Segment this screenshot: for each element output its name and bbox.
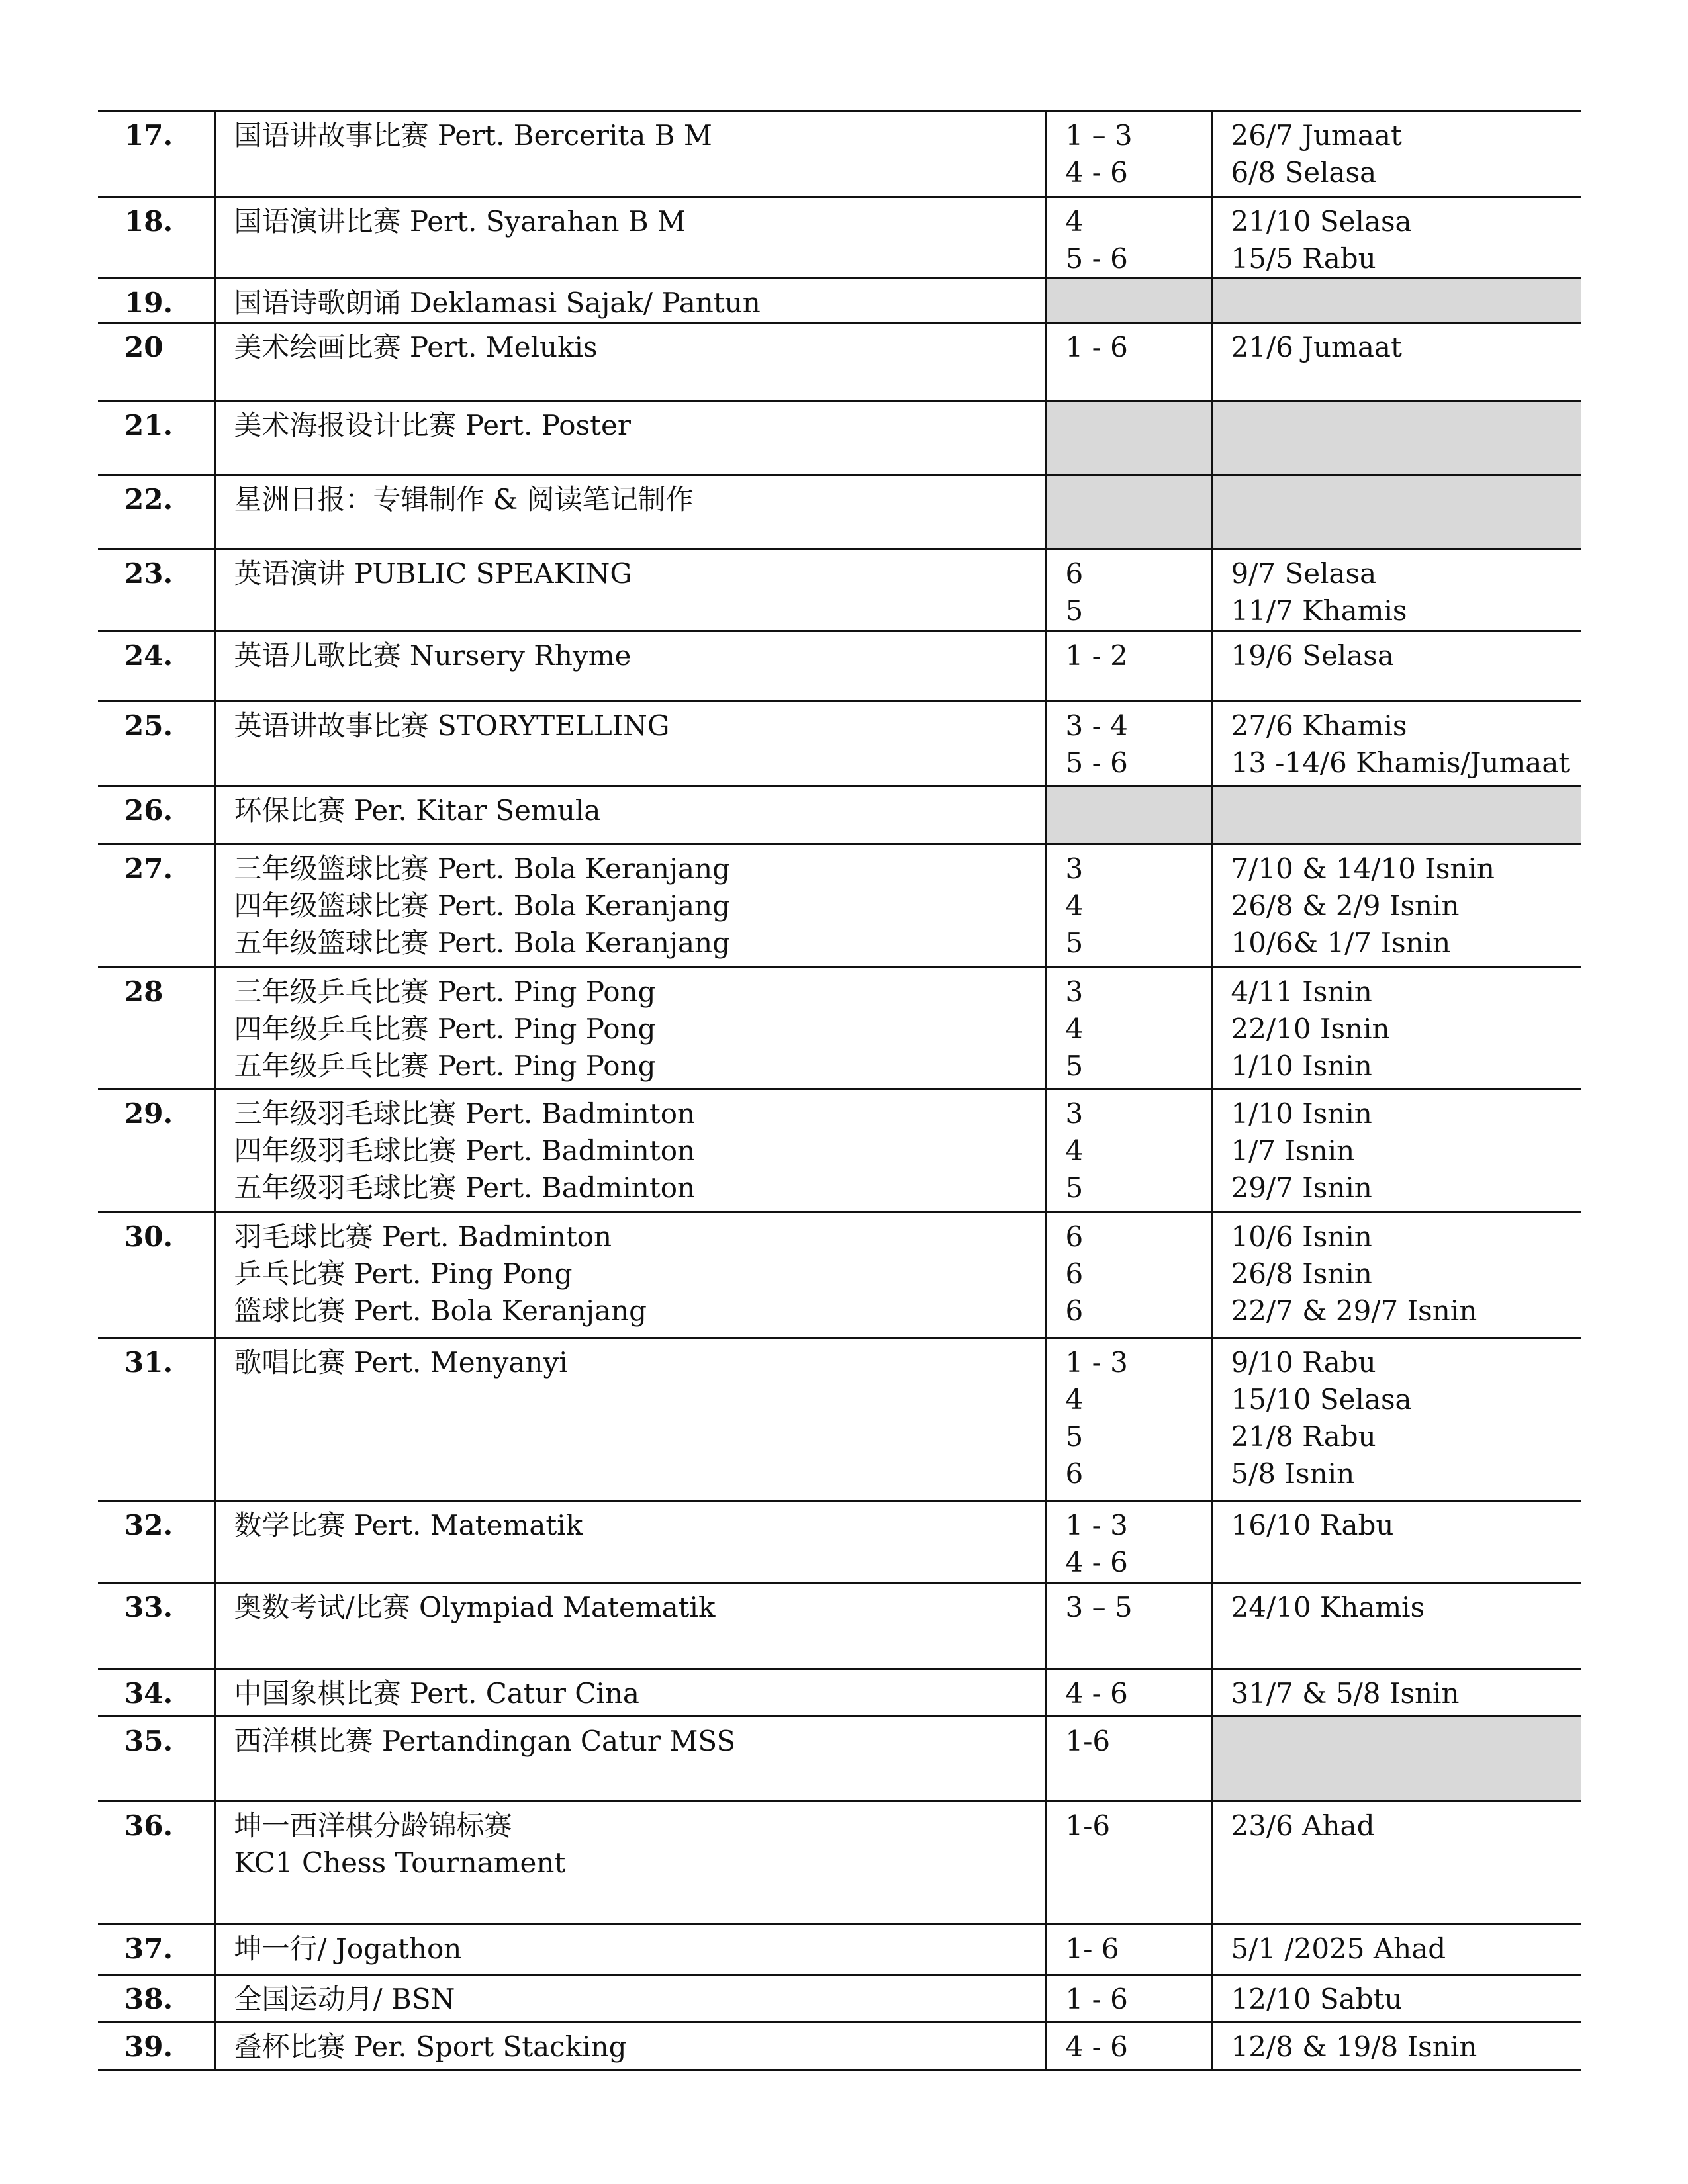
row-number-cell xyxy=(98,2023,214,2070)
year-cell xyxy=(1046,111,1211,197)
date-cell xyxy=(1211,786,1581,844)
date-cell xyxy=(1211,631,1581,702)
year-value: 6 xyxy=(1065,1220,1084,1253)
competition-schedule-table xyxy=(98,110,1581,2071)
year-value: 6 xyxy=(1065,1295,1084,1327)
date-value: 10/6 Isnin xyxy=(1231,1220,1372,1253)
row-number-cell xyxy=(98,323,214,401)
row-number-cell xyxy=(98,1975,214,2023)
table-row xyxy=(98,631,1581,702)
competition-name-line: 四年级篮球比赛 Pert. Bola Keranjang xyxy=(234,889,730,922)
year-value: 5 xyxy=(1065,1420,1084,1453)
competition-name-line: 奥数考试/比赛 Olympiad Matematik xyxy=(234,1591,716,1623)
competition-name-line: 五年级篮球比赛 Pert. Bola Keranjang xyxy=(234,927,730,959)
competition-name-line: 数学比赛 Pert. Matematik xyxy=(234,1509,583,1541)
year-value: 4 xyxy=(1065,205,1084,238)
date-cell xyxy=(1211,1975,1581,2023)
competition-name-cell xyxy=(214,844,1046,968)
year-value: 1 - 2 xyxy=(1065,639,1128,672)
date-value: 9/10 Rabu xyxy=(1231,1346,1376,1379)
date-value: 13 -14/6 Khamis/Jumaat xyxy=(1231,747,1570,779)
row-number-cell xyxy=(98,1925,214,1975)
date-value: 21/10 Selasa xyxy=(1231,205,1412,238)
competition-name-line: 西洋棋比赛 Pertandingan Catur MSS xyxy=(234,1725,736,1757)
year-cell xyxy=(1046,786,1211,844)
table-row xyxy=(98,786,1581,844)
year-value: 5 - 6 xyxy=(1065,242,1128,275)
year-value: 4 xyxy=(1065,1383,1084,1416)
year-cell xyxy=(1046,1801,1211,1925)
competition-name-cell xyxy=(214,549,1046,631)
date-cell xyxy=(1211,549,1581,631)
competition-name-line: 叠杯比赛 Per. Sport Stacking xyxy=(234,2030,627,2063)
competition-name-line: 中国象棋比赛 Pert. Catur Cina xyxy=(234,1677,639,1709)
competition-name-line: 坤一西洋棋分龄锦标赛 xyxy=(234,1809,512,1842)
competition-name-line: 星洲日报：专辑制作 & 阅读笔记制作 xyxy=(234,483,694,516)
table-row xyxy=(98,323,1581,401)
date-cell xyxy=(1211,1717,1581,1801)
year-value: 1 - 6 xyxy=(1065,1983,1128,2015)
row-number: 31. xyxy=(124,1346,173,1379)
year-value: 5 - 6 xyxy=(1065,747,1128,779)
year-value: 6 xyxy=(1065,1257,1084,1290)
competition-name-line: 英语讲故事比赛 STORYTELLING xyxy=(234,709,670,742)
row-number-cell xyxy=(98,1583,214,1669)
year-value: 6 xyxy=(1065,557,1084,590)
row-number-cell xyxy=(98,631,214,702)
table-row xyxy=(98,1089,1581,1212)
row-number-cell xyxy=(98,844,214,968)
competition-name-line: 歌唱比赛 Pert. Menyanyi xyxy=(234,1346,568,1379)
row-number: 30. xyxy=(124,1220,173,1253)
date-value: 27/6 Khamis xyxy=(1231,709,1407,742)
row-number: 25. xyxy=(124,709,173,742)
table-row xyxy=(98,2023,1581,2070)
date-value: 23/6 Ahad xyxy=(1231,1809,1375,1842)
row-number-cell xyxy=(98,401,214,475)
date-value: 29/7 Isnin xyxy=(1231,1171,1372,1204)
competition-name-cell xyxy=(214,1501,1046,1583)
table-row xyxy=(98,702,1581,786)
row-number-cell xyxy=(98,1212,214,1338)
competition-name-line: 国语讲故事比赛 Pert. Bercerita B M xyxy=(234,119,712,152)
table-row xyxy=(98,1975,1581,2023)
year-cell xyxy=(1046,549,1211,631)
competition-name-cell xyxy=(214,1717,1046,1801)
competition-name-cell xyxy=(214,631,1046,702)
year-value: 4 - 6 xyxy=(1065,156,1128,189)
competition-name-line: 国语演讲比赛 Pert. Syarahan B M xyxy=(234,205,686,238)
date-cell xyxy=(1211,279,1581,323)
competition-name-cell xyxy=(214,2023,1046,2070)
date-cell xyxy=(1211,111,1581,197)
date-value: 31/7 & 5/8 Isnin xyxy=(1231,1677,1460,1709)
row-number-cell xyxy=(98,549,214,631)
row-number-cell xyxy=(98,1338,214,1501)
year-value: 4 - 6 xyxy=(1065,2030,1128,2063)
year-cell xyxy=(1046,1925,1211,1975)
year-value: 5 xyxy=(1065,1171,1084,1204)
competition-name-cell xyxy=(214,1801,1046,1925)
date-value: 19/6 Selasa xyxy=(1231,639,1394,672)
schedule-body xyxy=(98,111,1581,2070)
row-number: 22. xyxy=(124,483,173,516)
date-value: 12/10 Sabtu xyxy=(1231,1983,1403,2015)
date-cell xyxy=(1211,1669,1581,1717)
date-cell xyxy=(1211,1801,1581,1925)
year-cell xyxy=(1046,631,1211,702)
competition-name-cell xyxy=(214,1925,1046,1975)
competition-name-line: 三年级篮球比赛 Pert. Bola Keranjang xyxy=(234,852,730,885)
year-value: 4 xyxy=(1065,1134,1084,1167)
date-value: 15/10 Selasa xyxy=(1231,1383,1412,1416)
table-row xyxy=(98,1501,1581,1583)
competition-name-line: 全国运动月/ BSN xyxy=(234,1983,455,2015)
table-row xyxy=(98,968,1581,1089)
year-cell xyxy=(1046,1669,1211,1717)
competition-name-line: 四年级乒乓比赛 Pert. Ping Pong xyxy=(234,1013,656,1045)
competition-name-line: 五年级乒乓比赛 Pert. Ping Pong xyxy=(234,1050,656,1082)
competition-name-line: 美术海报设计比赛 Pert. Poster xyxy=(234,409,631,441)
table-row xyxy=(98,197,1581,279)
table-row xyxy=(98,1212,1581,1338)
row-number-cell xyxy=(98,197,214,279)
competition-name-cell xyxy=(214,1212,1046,1338)
row-number: 38. xyxy=(124,1983,173,2015)
year-cell xyxy=(1046,1583,1211,1669)
date-value: 5/8 Isnin xyxy=(1231,1457,1355,1490)
date-value: 22/10 Isnin xyxy=(1231,1013,1390,1045)
competition-name-line: 三年级羽毛球比赛 Pert. Badminton xyxy=(234,1097,696,1130)
date-value: 10/6& 1/7 Isnin xyxy=(1231,927,1451,959)
competition-name-cell xyxy=(214,1669,1046,1717)
date-value: 1/10 Isnin xyxy=(1231,1050,1372,1082)
year-value: 3 – 5 xyxy=(1065,1591,1133,1623)
year-value: 1 - 6 xyxy=(1065,331,1128,363)
row-number: 20 xyxy=(124,331,164,363)
year-value: 3 xyxy=(1065,852,1084,885)
competition-name-line: 英语演讲 PUBLIC SPEAKING xyxy=(234,557,632,590)
row-number: 19. xyxy=(124,287,173,319)
table-row xyxy=(98,279,1581,323)
date-cell xyxy=(1211,2023,1581,2070)
competition-name-line: 坤一行/ Jogathon xyxy=(234,1933,462,1965)
row-number: 17. xyxy=(124,119,173,152)
year-cell xyxy=(1046,1501,1211,1583)
table-row xyxy=(98,1801,1581,1925)
year-value: 4 - 6 xyxy=(1065,1546,1128,1578)
competition-name-line: 国语诗歌朗诵 Deklamasi Sajak/ Pantun xyxy=(234,287,761,319)
row-number: 23. xyxy=(124,557,173,590)
competition-name-line: KC1 Chess Tournament xyxy=(234,1846,566,1879)
year-value: 5 xyxy=(1065,1050,1084,1082)
year-value: 4 xyxy=(1065,889,1084,922)
year-cell xyxy=(1046,2023,1211,2070)
year-value: 3 xyxy=(1065,976,1084,1008)
row-number-cell xyxy=(98,1717,214,1801)
year-cell xyxy=(1046,1717,1211,1801)
competition-name-cell xyxy=(214,197,1046,279)
year-cell xyxy=(1046,323,1211,401)
date-value: 7/10 & 14/10 Isnin xyxy=(1231,852,1495,885)
date-cell xyxy=(1211,844,1581,968)
year-cell xyxy=(1046,401,1211,475)
date-cell xyxy=(1211,401,1581,475)
year-cell xyxy=(1046,844,1211,968)
date-cell xyxy=(1211,1338,1581,1501)
year-value: 1-6 xyxy=(1065,1809,1111,1842)
row-number: 18. xyxy=(124,205,173,238)
competition-name-cell xyxy=(214,401,1046,475)
date-cell xyxy=(1211,1501,1581,1583)
table-row xyxy=(98,475,1581,549)
competition-name-cell xyxy=(214,786,1046,844)
competition-name-cell xyxy=(214,1338,1046,1501)
year-value: 5 xyxy=(1065,594,1084,627)
row-number-cell xyxy=(98,475,214,549)
date-value: 4/11 Isnin xyxy=(1231,976,1372,1008)
row-number: 34. xyxy=(124,1677,173,1709)
year-value: 4 - 6 xyxy=(1065,1677,1128,1709)
competition-name-cell xyxy=(214,1089,1046,1212)
date-value: 16/10 Rabu xyxy=(1231,1509,1394,1541)
year-cell xyxy=(1046,197,1211,279)
date-value: 22/7 & 29/7 Isnin xyxy=(1231,1295,1477,1327)
competition-name-cell xyxy=(214,475,1046,549)
competition-name-cell xyxy=(214,111,1046,197)
competition-name-cell xyxy=(214,1975,1046,2023)
competition-name-line: 环保比赛 Per. Kitar Semula xyxy=(234,794,601,827)
date-cell xyxy=(1211,968,1581,1089)
table-row xyxy=(98,844,1581,968)
competition-name-cell xyxy=(214,279,1046,323)
competition-name-line: 英语儿歌比赛 Nursery Rhyme xyxy=(234,639,632,672)
row-number-cell xyxy=(98,1089,214,1212)
row-number: 39. xyxy=(124,2030,173,2063)
competition-name-cell xyxy=(214,968,1046,1089)
row-number: 35. xyxy=(124,1725,173,1757)
competition-name-line: 篮球比赛 Pert. Bola Keranjang xyxy=(234,1295,647,1327)
row-number: 24. xyxy=(124,639,173,672)
row-number: 21. xyxy=(124,409,173,441)
date-value: 9/7 Selasa xyxy=(1231,557,1377,590)
date-value: 21/6 Jumaat xyxy=(1231,331,1402,363)
table-row xyxy=(98,1338,1581,1501)
year-value: 1- 6 xyxy=(1065,1933,1119,1965)
row-number: 33. xyxy=(124,1591,173,1623)
competition-name-cell xyxy=(214,323,1046,401)
date-value: 21/8 Rabu xyxy=(1231,1420,1376,1453)
date-value: 12/8 & 19/8 Isnin xyxy=(1231,2030,1477,2063)
row-number: 36. xyxy=(124,1809,173,1842)
date-value: 24/10 Khamis xyxy=(1231,1591,1425,1623)
row-number-cell xyxy=(98,1801,214,1925)
competition-name-line: 四年级羽毛球比赛 Pert. Badminton xyxy=(234,1134,696,1167)
year-value: 1 - 3 xyxy=(1065,1509,1128,1541)
row-number-cell xyxy=(98,1669,214,1717)
year-cell xyxy=(1046,1338,1211,1501)
date-cell xyxy=(1211,475,1581,549)
competition-name-line: 乒乓比赛 Pert. Ping Pong xyxy=(234,1257,573,1290)
row-number-cell xyxy=(98,279,214,323)
year-value: 1 – 3 xyxy=(1065,119,1133,152)
row-number: 37. xyxy=(124,1933,173,1965)
year-value: 1 - 3 xyxy=(1065,1346,1128,1379)
date-cell xyxy=(1211,1212,1581,1338)
year-cell xyxy=(1046,1212,1211,1338)
row-number-cell xyxy=(98,702,214,786)
date-value: 26/8 Isnin xyxy=(1231,1257,1372,1290)
date-cell xyxy=(1211,323,1581,401)
table-row xyxy=(98,401,1581,475)
row-number: 26. xyxy=(124,794,173,827)
row-number: 28 xyxy=(124,976,164,1008)
row-number-cell xyxy=(98,1501,214,1583)
competition-name-line: 美术绘画比赛 Pert. Melukis xyxy=(234,331,598,363)
competition-name-cell xyxy=(214,1583,1046,1669)
year-value: 5 xyxy=(1065,927,1084,959)
row-number-cell xyxy=(98,786,214,844)
year-cell xyxy=(1046,1089,1211,1212)
date-value: 15/5 Rabu xyxy=(1231,242,1376,275)
competition-name-line: 羽毛球比赛 Pert. Badminton xyxy=(234,1220,612,1253)
year-cell xyxy=(1046,968,1211,1089)
year-value: 6 xyxy=(1065,1457,1084,1490)
row-number-cell xyxy=(98,111,214,197)
date-cell xyxy=(1211,197,1581,279)
date-value: 1/10 Isnin xyxy=(1231,1097,1372,1130)
year-value: 1-6 xyxy=(1065,1725,1111,1757)
competition-name-line: 三年级乒乓比赛 Pert. Ping Pong xyxy=(234,976,656,1008)
table-row xyxy=(98,1717,1581,1801)
date-cell xyxy=(1211,1583,1581,1669)
date-value: 6/8 Selasa xyxy=(1231,156,1377,189)
year-cell xyxy=(1046,702,1211,786)
date-value: 26/7 Jumaat xyxy=(1231,119,1402,152)
year-value: 3 - 4 xyxy=(1065,709,1128,742)
date-value: 26/8 & 2/9 Isnin xyxy=(1231,889,1460,922)
year-cell xyxy=(1046,279,1211,323)
row-number: 27. xyxy=(124,852,173,885)
date-value: 11/7 Khamis xyxy=(1231,594,1407,627)
date-cell xyxy=(1211,1089,1581,1212)
table-row xyxy=(98,549,1581,631)
row-number-cell xyxy=(98,968,214,1089)
date-value: 1/7 Isnin xyxy=(1231,1134,1355,1167)
year-cell xyxy=(1046,475,1211,549)
year-value: 3 xyxy=(1065,1097,1084,1130)
table-row xyxy=(98,1669,1581,1717)
table-row xyxy=(98,111,1581,197)
year-cell xyxy=(1046,1975,1211,2023)
competition-name-cell xyxy=(214,702,1046,786)
date-value: 5/1 /2025 Ahad xyxy=(1231,1933,1446,1965)
table-row xyxy=(98,1925,1581,1975)
date-cell xyxy=(1211,1925,1581,1975)
competition-name-line: 五年级羽毛球比赛 Pert. Badminton xyxy=(234,1171,696,1204)
year-value: 4 xyxy=(1065,1013,1084,1045)
row-number: 29. xyxy=(124,1097,173,1130)
row-number: 32. xyxy=(124,1509,173,1541)
date-cell xyxy=(1211,702,1581,786)
table-row xyxy=(98,1583,1581,1669)
